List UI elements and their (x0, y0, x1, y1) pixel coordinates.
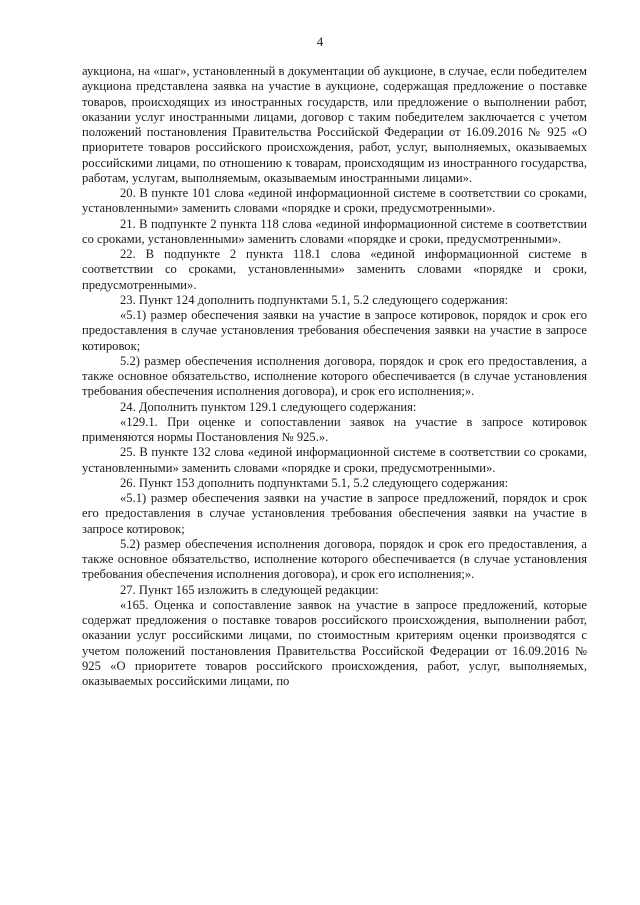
paragraph-item-165-quote: «165. Оценка и сопоставление заявок на участие в запросе предложений, которые содержат предложения о поставке товаров российского происхождения, выполнении работ, оказании услуг российскими лицами, по стоимостным критериям оценки производятся с учетом положений постановления Правительства Российской Федерации от 16.09.2016 № 925 «О приоритете товаров российского происхождения, работ, услуг, выполняемых, оказываемых российскими лицами, по (82, 597, 587, 688)
paragraph-item-23: 23. Пункт 124 дополнить подпунктами 5.1, 5.2 следующего содержания: (120, 292, 509, 307)
paragraph-item-26: 26. Пункт 153 дополнить подпунктами 5.1, 5.2 следующего содержания: (120, 475, 509, 490)
paragraph-subitem-5-1-quote-2: «5.1) размер обеспечения заявки на участие в запросе предложений, порядок и срок его предоставления в случае установления требования обеспечения заявки на участие в запросе котировок; (82, 491, 587, 536)
document-body (82, 64, 587, 689)
paragraph-item-20: 20. В пункте 101 слова «единой информационной системе в соответствии со сроками, установленными» заменить словами «порядке и сроки, предусмотренными». (82, 186, 587, 216)
paragraph-continuation: аукциона, на «шаг», установленный в документации об аукционе, в случае, если победителем аукциона представлена заявка на участие в аукционе, содержащая предложение о поставке товаров, происходящих из иностранных государств, или предложение о выполнении работ, оказании услуг иностранными лицами, договор с таким победителем заключается с учетом положений постановления Правительства Российской Федерации от 16.09.2016 № 925 «О приоритете товаров российского происхождения, работ, услуг, выполняемых, оказываемых российскими лицами, по отношению к товарам, происходящим из иностранного государства, работам, услугам, выполняемым, оказываемым иностранными лицами». (82, 64, 587, 185)
paragraph-subitem-5-2-quote: 5.2) размер обеспечения исполнения договора, порядок и срок его предоставления, а также основное обязательство, исполнение которого обеспечивается (в случае установления требования обеспечения исполнения договора), и срок его исполнения;». (82, 353, 587, 399)
page-number: 4 (316, 34, 324, 49)
paragraph-item-22: 22. В подпункте 2 пункта 118.1 слова «единой информационной системе в соответствии со сроками, установленными» заменить словами «порядке и сроки, предусмотренными». (82, 247, 587, 292)
paragraph-item-129-1-quote: «129.1. При оценке и сопоставлении заявок на участие в запросе котировок применяются нормы Постановления № 925.». (82, 414, 587, 444)
paragraph-subitem-5-2-quote-2: 5.2) размер обеспечения исполнения договора, порядок и срок его предоставления, а также основное обязательство, исполнение которого обеспечивается (в случае установления требования обеспечения исполнения договора), и срок его исполнения;». (82, 536, 587, 582)
paragraph-item-21: 21. В подпункте 2 пункта 118 слова «единой информационной системе в соответствии со сроками, установленными» заменить словами «порядке и сроки, предусмотренными». (82, 216, 587, 246)
paragraph-item-24: 24. Дополнить пунктом 129.1 следующего содержания: (120, 399, 417, 414)
paragraph-item-25: 25. В пункте 132 слова «единой информационной системе в соответствии со сроками, установленными» заменить словами «порядке и сроки, предусмотренными». (82, 445, 587, 475)
paragraph-item-27: 27. Пункт 165 изложить в следующей редакции: (120, 582, 379, 597)
paragraph-subitem-5-1-quote: «5.1) размер обеспечения заявки на участие в запросе котировок, порядок и срок его предоставления в случае установления требования обеспечения заявки на участие в запросе котировок; (82, 308, 587, 353)
